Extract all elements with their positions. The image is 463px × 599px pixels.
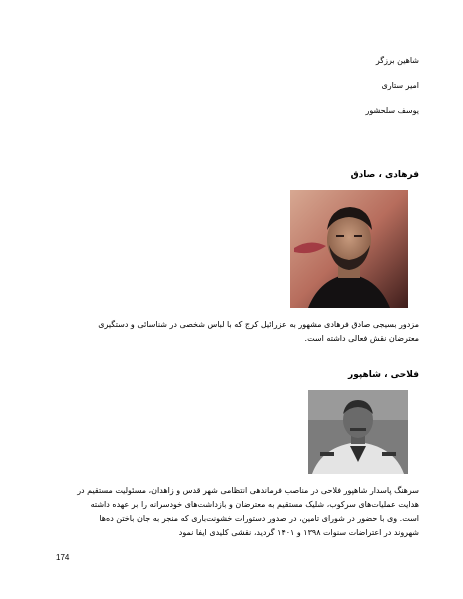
person2-title: فلاحی ، شاهپور bbox=[348, 370, 419, 380]
person2-description bbox=[39, 484, 419, 540]
person1-photo bbox=[290, 190, 408, 308]
person2-photo bbox=[308, 390, 408, 474]
person1-description bbox=[39, 318, 419, 346]
person1-title: فرهادی ، صادق bbox=[350, 170, 419, 180]
person2-description-line-4: شهروند در اعتراضات سنوات ۱۳۹۸ و ۱۴۰۱ گردید، نقشی کلیدی ایفا نمود bbox=[178, 528, 419, 537]
person2-description-line-3: است. وی با حضور در شورای تامین، در صدور دستورات خشونت‌باری که منجر به جان باختن ده‌ها bbox=[99, 514, 419, 523]
person1-description-line-2: معترضان نقش فعالی داشته است. bbox=[304, 334, 419, 343]
name-list-item-3: یوسف سلحشور bbox=[365, 106, 419, 115]
name-list-item-1: شاهین برزگر bbox=[375, 56, 419, 65]
person2-description-line-2: هدایت عملیات‌های سرکوب، شلیک مستقیم به معترضان و بازداشت‌های خودسرانه را بر عهده داشته bbox=[90, 500, 419, 509]
person2-description-line-1: سرهنگ پاسدار شاهپور فلاحی در مناصب فرماندهی انتظامی شهر قدس و زاهدان، مسئولیت مستقیم در bbox=[77, 486, 419, 495]
page-number: 174 bbox=[56, 553, 70, 562]
person1-description-line-1: مزدور بسیجی صادق فرهادی مشهور به عزرائیل کرج که با لباس شخصی در شناسائی و دستگیری bbox=[98, 320, 419, 329]
name-list-item-2: امیر ستاری bbox=[381, 81, 419, 90]
